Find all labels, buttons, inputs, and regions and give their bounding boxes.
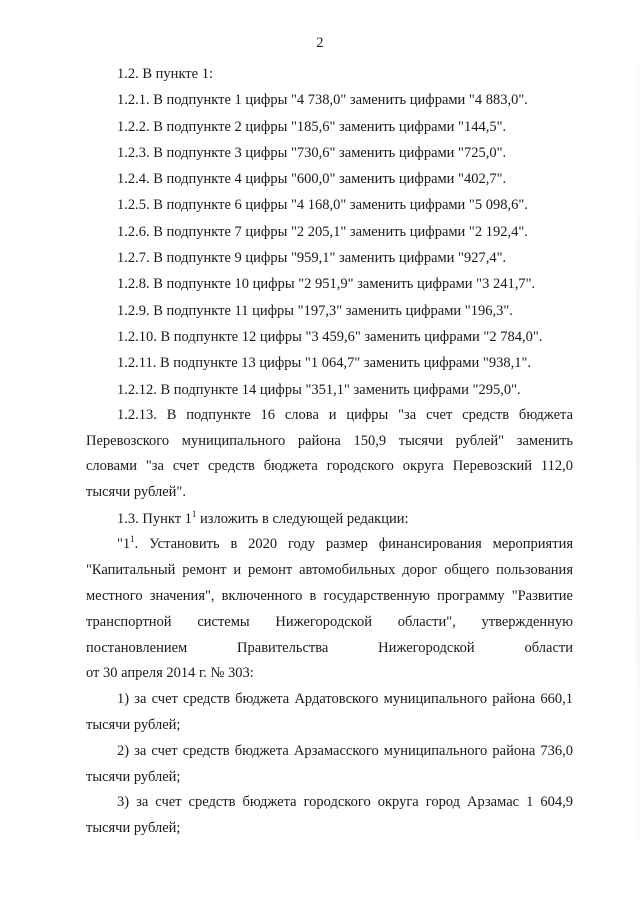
list-item: 1.2.6. В подпункте 7 цифры "2 205,1" заменить цифрами "2 192,4". xyxy=(117,223,528,240)
section-3-heading-start: 1.3. Пункт 1 xyxy=(117,511,192,528)
list-item: 1.2.5. В подпункте 6 цифры "4 168,0" заменить цифрами "5 098,6". xyxy=(117,197,528,214)
list-item: 1.2.10. В подпункте 12 цифры "3 459,6" заменить цифрами "2 784,0". xyxy=(117,328,543,345)
section-3-heading-end: изложить в следующей редакции: xyxy=(196,511,409,528)
sub-item: 2) за счет средств бюджета Арзамасского муниципального района 736,0 тысячи рублей; xyxy=(86,742,573,785)
quote-date-line: от 30 апреля 2014 г. № 303: xyxy=(86,665,254,682)
section-heading: 1.2. В пункте 1: xyxy=(117,66,213,82)
scan-edge xyxy=(636,0,640,905)
sub-item: 3) за счет средств бюджета городского округа город Арзамас 1 604,9 тысячи рублей; xyxy=(86,794,573,837)
list-item: 1.2.9. В подпункте 11 цифры "197,3" заменить цифрами "196,3". xyxy=(117,302,513,319)
section-3-heading xyxy=(86,506,573,532)
list-item: 1.2.11. В подпункте 13 цифры "1 064,7" заменить цифрами "938,1". xyxy=(117,355,531,372)
quote-text: . Установить в 2020 году размер финансирования мероприятия "Капитальный ремонт и ремонт автомобильных дорог общего пользования местного значения", включенного в государственную программу "Развитие транспортной системы Нижегородской области", утвержденную постановлением Правительства Нижегородской области xyxy=(86,536,573,656)
quote-open: "1 xyxy=(117,536,131,553)
quoted-paragraph xyxy=(86,532,573,661)
list-item-13: 1.2.13. В подпункте 16 слова и цифры "за счет средств бюджета Перевозского муниципального района 150,9 тысячи рублей" заменить словами "за счет средств бюджета городского округа Перевозский 112,0 тысячи рублей". xyxy=(86,406,573,501)
list-item: 1.2.1. В подпункте 1 цифры "4 738,0" заменить цифрами "4 883,0". xyxy=(117,92,528,109)
list-item: 1.2.4. В подпункте 4 цифры "600,0" заменить цифрами "402,7". xyxy=(117,171,507,188)
list-item: 1.2.8. В подпункте 10 цифры "2 951,9" заменить цифрами "3 241,7". xyxy=(117,276,536,293)
list-item: 1.2.12. В подпункте 14 цифры "351,1" заменить цифрами "295,0". xyxy=(117,381,521,398)
list-item: 1.2.3. В подпункте 3 цифры "730,6" заменить цифрами "725,0". xyxy=(117,144,507,161)
page-number: 2 xyxy=(316,35,324,51)
document-body xyxy=(86,61,573,842)
list-item: 1.2.2. В подпункте 2 цифры "185,6" заменить цифрами "144,5". xyxy=(117,118,507,135)
superscript-mark: 1 xyxy=(191,509,197,520)
list-item: 1.2.7. В подпункте 9 цифры "959,1" заменить цифрами "927,4". xyxy=(117,250,507,267)
sub-item: 1) за счет средств бюджета Ардатовского муниципального района 660,1 тысячи рублей; xyxy=(86,691,573,733)
superscript-mark: 1 xyxy=(130,534,135,545)
